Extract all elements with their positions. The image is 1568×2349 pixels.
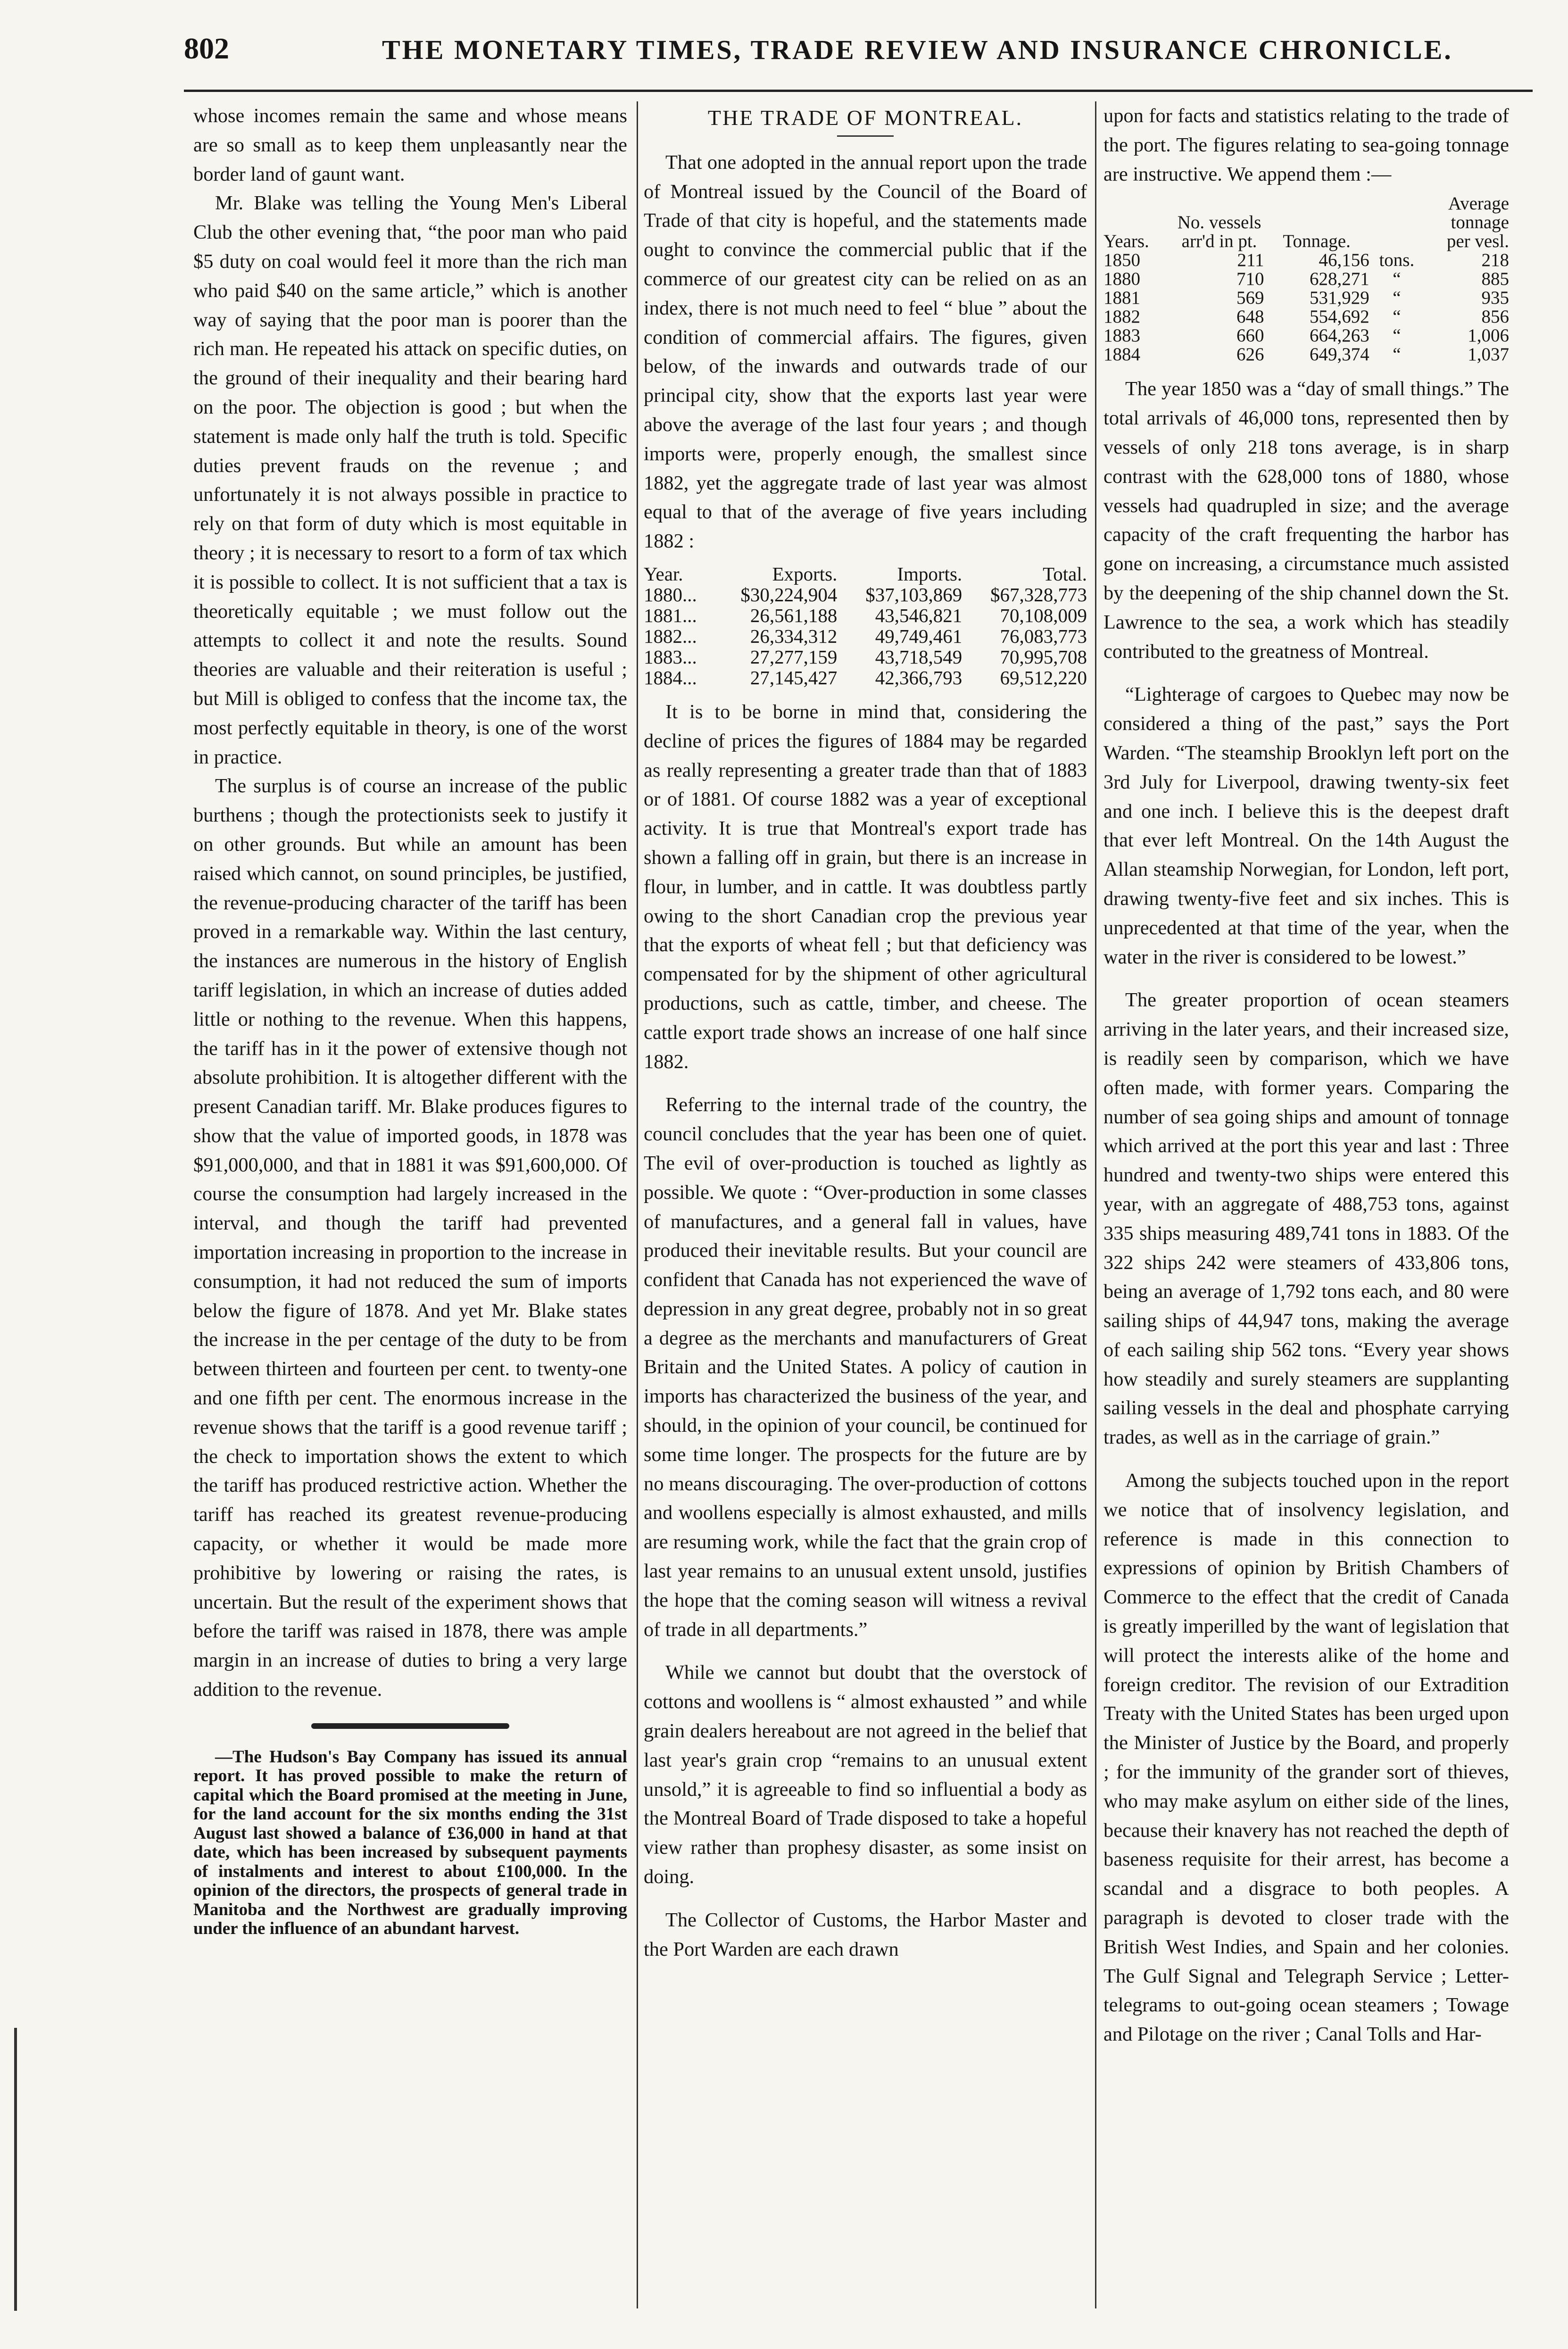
cell: tons. — [1379, 250, 1415, 271]
cell: 1882... — [644, 625, 697, 647]
cell: 1,037 — [1468, 344, 1509, 365]
cell: 531,929 — [1309, 288, 1369, 308]
cell: 664,263 — [1309, 325, 1369, 346]
cell: 1,006 — [1468, 325, 1509, 346]
cell: “ — [1393, 288, 1401, 308]
cell: “ — [1393, 325, 1401, 346]
cell: 211 — [1237, 250, 1264, 271]
cell: 856 — [1481, 307, 1509, 327]
cell: 43,718,549 — [875, 646, 962, 668]
cell: 26,334,312 — [750, 625, 838, 647]
col-header: No. vessels arr'd in pt. — [1177, 212, 1261, 252]
col-header — [1369, 194, 1424, 251]
paragraph: It is to be borne in mind that, considering the decline of prices the figures of 1884 may be regarded as really representing a greater trade than that of 1883 or of 1881. Of course 1882 was a year of exceptional activity. It is true that Montreal's export trade has shown a falling off in grain, but there is an increase in flour, in lumber, and in cattle. It was doubtless partly owing to the short Canadian crop the previous year that the exports of wheat fell ; but that deficiency was compensated for by the shipment of other agricultural productions, such as cattle, timber, and cheese. The cattle export trade shows an increase of one half since 1882. — [644, 700, 1087, 1073]
cell: 885 — [1481, 269, 1509, 290]
cell: 70,108,009 — [1000, 604, 1087, 626]
cell: 70,995,708 — [1000, 646, 1087, 668]
cell: “ — [1393, 307, 1401, 327]
col-header: Tonnage. — [1283, 231, 1351, 252]
page-number: 802 — [184, 32, 229, 65]
section-rule — [311, 1723, 509, 1729]
col-header: Years. — [1103, 231, 1149, 252]
table-row — [644, 667, 1087, 688]
cell: 43,546,821 — [875, 604, 962, 626]
article-heading: THE TRADE OF MONTREAL. — [707, 106, 1023, 130]
running-title: THE MONETARY TIMES, TRADE REVIEW AND INSURANCE CHRONICLE. — [382, 34, 1453, 65]
col-header: Year. — [644, 563, 683, 585]
paragraph: Among the subjects touched upon in the report we notice that of insolvency legislation, and reference is made in this connection to expressions of opinion by British Chambers of Commerce to the effect that the credit of Canada is greatly imperilled by the want of legislation that will protect the interests alike of the home and foreign creditor. The revision of our Extradition Treaty with the United States has been urged upon the Minister of Justice by the Board, and properly ; for the immunity of the grander sort of thieves, who may make asylum on either side of the lines, because their knavery has not reached the depth of baseness requisite for their arrest, has become a scandal and a disgrace to both peoples. A paragraph is devoted to closer trade with the British West Indies, and Spain and her colonies. The Gulf Signal and Telegraph Service ; Letter-telegrams to out-going ocean steamers ; Towage and Pilotage on the river ; Canal Tolls and Har- — [1103, 1469, 1509, 2046]
column-divider — [637, 101, 638, 2308]
tonnage-table — [1103, 194, 1509, 364]
cell: 27,145,427 — [750, 666, 838, 689]
trade-table-header — [644, 564, 1087, 584]
cell: 569 — [1236, 288, 1264, 308]
cell: 26,561,188 — [750, 604, 838, 626]
page-header — [184, 24, 1453, 80]
cell: 1880 — [1103, 269, 1140, 290]
cell: 1880... — [644, 583, 697, 606]
col-header: Average tonnage per vesl. — [1446, 193, 1509, 252]
cell: 49,749,461 — [875, 625, 962, 647]
trade-table — [644, 564, 1087, 688]
table-row — [1103, 289, 1509, 307]
table-row — [1103, 251, 1509, 270]
cell: 69,512,220 — [1000, 666, 1087, 689]
cell: $30,224,904 — [740, 583, 838, 606]
paragraph: The Collector of Customs, the Harbor Master and the Port Warden are each drawn — [644, 1909, 1087, 1960]
column-3 — [1103, 101, 1509, 2049]
hudsons-bay-note: —The Hudson's Bay Company has issued its annual report. It has proved possible to make the return of capital which the Board promised at the meeting in June, for the land account for the six months ending the 31st August last showed a balance of £36,000 in hand at that date, which has been increased by subsequent payments of instalments and interest to about £100,000. In the opinion of the directors, the prospects of general trade in Manitoba and the Northwest are gradually improving under the influence of an abundant harvest. — [193, 1747, 627, 1939]
cell: 46,156 — [1319, 250, 1369, 271]
cell: 628,271 — [1309, 269, 1369, 290]
paragraph: That one adopted in the annual report upon the trade of Montreal issued by the Council of the Board of Trade of that city is hopeful, and the statements made ought to convince the commercial public that if the commerce of our greatest city can be relied on as an index, there is not much need to feel “ blue ” about the condition of commercial affairs. The figures, given below, of the inwards and outwards trade of our principal city, show that the exports last year were above the average of the last four years ; and though imports were, properly enough, the smallest since 1882, yet the aggregate trade of last year was almost equal to that of the average of five years including 1882 : — [644, 151, 1087, 553]
binding-edge — [0, 2028, 17, 2311]
col-header: Imports. — [897, 563, 962, 585]
table-row — [1103, 345, 1509, 364]
table-row — [1103, 307, 1509, 326]
cell: $37,103,869 — [865, 583, 962, 606]
paragraph: Mr. Blake was telling the Young Men's Liberal Club the other evening that, “the poor man who paid $5 duty on coal would feel it more than the rich man who paid $40 on the same article,” which is another way of saying that the poor man is poorer than the rich man. He repeated his attack on specific duties, on the ground of their inequality and their bearing hard on the poor. The objection is good ; but when the statement is made only half the truth is told. Specific duties prevent frauds on the revenue ; and unfortunately it is not always possible in practice to rely on that form of duty which is most equitable in theory ; it is necessary to resort to a form of tax which it is possible to collect. It is not sufficient that a tax is theoretically equitable ; we must follow out the attempts to collect it and note the results. Sound theories are valuable and their reiteration is useful ; but Mill is obliged to confess that the income tax, the most perfectly equitable in theory, is one of the worst in practice. — [193, 192, 627, 768]
table-row — [644, 584, 1087, 605]
col-header: Total. — [1043, 563, 1087, 585]
cell: 218 — [1481, 250, 1509, 271]
cell: 660 — [1236, 325, 1264, 346]
cell: 42,366,793 — [875, 666, 962, 689]
cell: 76,083,773 — [1000, 625, 1087, 647]
cell: 1881... — [644, 604, 697, 626]
cell: 626 — [1236, 344, 1264, 365]
cell: “ — [1393, 269, 1401, 290]
cell: 1883 — [1103, 325, 1140, 346]
table-row — [1103, 270, 1509, 289]
paragraph: The greater proportion of ocean steamers arriving in the later years, and their increased size, is readily seen by comparison, which we have often made, with former years. Comparing the number of sea going ships and amount of tonnage which arrived at the port this year and last : Three hundred and twenty-two ships were entered this year, with an aggregate of 488,753 tons, against 335 ships measuring 489,741 tons in 1883. Of the 322 ships 242 were steamers of 433,806 tons, being an average of 1,792 tons each, and 80 were sailing ships of 44,947 tons, making the average of each sailing ship 562 tons. “Every year shows how steadily and surely steamers are supplanting sailing vessels in the deal and phosphate carrying trades, as well as in the carriage of grain.” — [1103, 989, 1509, 1449]
paragraph: “Lighterage of cargoes to Quebec may now be considered a thing of the past,” says the Port Warden. “The steamship Brooklyn left port on the 3rd July for Liverpool, drawing twenty-six feet and one inch. I believe this is the deepest draft that ever left Montreal. On the 14th August the Allan steamship Norwegian, for London, left port, drawing twenty-five feet and six inches. This is unprecedented at that time of the year, when the water in the river is considered to be lowest.” — [1103, 683, 1509, 968]
paragraph: While we cannot but doubt that the overstock of cottons and woollens is “ almost exhausted ” and while grain dealers hereabout are not agreed in the belief that last year's grain crop “remains to an unusual extent unsold,” it is agreeable to find so influential a body as the Montreal Board of Trade disposed to take a hopeful view rather than prophesy disaster, as some insist on doing. — [644, 1661, 1087, 1888]
table-row — [1103, 326, 1509, 345]
column-1 — [193, 101, 627, 1939]
tonnage-table-header — [1103, 194, 1509, 251]
cell: 935 — [1481, 288, 1509, 308]
paragraph: Referring to the internal trade of the country, the council concludes that the year has been one of quiet. The evil of over-production is touched as lightly as possible. We quote : “Over-production in some classes of manufactures, and a general fall in values, have produced their inevitable results. But your council are confident that Canada has not experienced the wave of depression in any great degree, probably not in so great a degree as the merchants and manufacturers of Great Britain and the United States. A policy of caution in imports has characterized the business of the year, and should, in the opinion of your council, be continued for some time longer. The prospects for the future are by no means discouraging. The over-production of cottons and woollens especially is almost exhausted, and mills are resuming work, while the fact that the grain crop of last year remains to an unusual extent unsold, justifies the hope that the coming season will witness a revival of trade in all departments.” — [644, 1094, 1087, 1641]
paragraph: whose incomes remain the same and whose means are so small as to keep them unpleasantly near the border land of gaunt want. — [193, 105, 627, 185]
cell: 648 — [1236, 307, 1264, 327]
table-row — [644, 626, 1087, 647]
cell: 27,277,159 — [750, 646, 838, 668]
col-header: Exports. — [772, 563, 838, 585]
cell: $67,328,773 — [990, 583, 1087, 606]
table-row — [644, 647, 1087, 667]
cell: 710 — [1236, 269, 1264, 290]
cell: 1882 — [1103, 307, 1140, 327]
column-divider — [1095, 101, 1096, 2308]
cell: 1884 — [1103, 344, 1140, 365]
cell: “ — [1393, 344, 1401, 365]
paragraph: upon for facts and statistics relating to the trade of the port. The figures relating to sea-going tonnage are instructive. We append them :— — [1103, 105, 1509, 185]
table-row — [644, 605, 1087, 626]
cell: 649,374 — [1309, 344, 1369, 365]
header-rule — [184, 90, 1533, 92]
cell: 1883... — [644, 646, 697, 668]
heading-rule — [837, 135, 894, 137]
column-2 — [644, 101, 1087, 1964]
paragraph: The year 1850 was a “day of small things.” The total arrivals of 46,000 tons, represented then by vessels of only 218 tons average, is in sharp contrast with the 628,000 tons of 1880, whose vessels had quadrupled in size; and the average capacity of the craft frequenting the harbor has gone on increasing, a circumstance much assisted by the deepening of the ship channel down the St. Lawrence to the sea, a work which has steadily contributed to the greatness of Montreal. — [1103, 378, 1509, 663]
cell: 1884... — [644, 666, 697, 689]
paragraph: The surplus is of course an increase of the public burthens ; though the protectionists seek to justify it on other grounds. But while an amount has been raised which cannot, on sound principles, be justified, the revenue-producing character of the tariff has been proved in a remarkable way. Within the last century, the instances are numerous in the history of English tariff legislation, in which an increase of duties added little or nothing to the revenue. When this happens, the tariff has in it the power of extensive though not absolute prohibition. It is altogether different with the present Canadian tariff. Mr. Blake produces figures to show that the value of imported goods, in 1878 was $91,000,000, and that in 1881 it was $91,600,000. Of course the consumption had largely increased in the interval, and though the tariff had prevented importation increasing in proportion to the increase in consumption, it had not reduced the sum of imports below the figure of 1878. And yet Mr. Blake states the increase in the per centage of the duty to be from between thirteen and fourteen per cent. to twenty-one and one fifth per cent. The enormous increase in the revenue shows that the tariff is a good revenue tariff ; the check to importation shows the extent to which the tariff has produced restrictive action. Whether the tariff has reached its greatest revenue-producing capacity, or whether it would be made more prohibitive by lowering or raising the rates, is uncertain. But the result of the experiment shows that before the tariff was raised in 1878, there was ample margin in an increase of duties to bring a very large addition to the revenue. — [193, 775, 627, 1701]
cell: 554,692 — [1309, 307, 1369, 327]
cell: 1881 — [1103, 288, 1140, 308]
cell: 1850 — [1103, 250, 1140, 271]
